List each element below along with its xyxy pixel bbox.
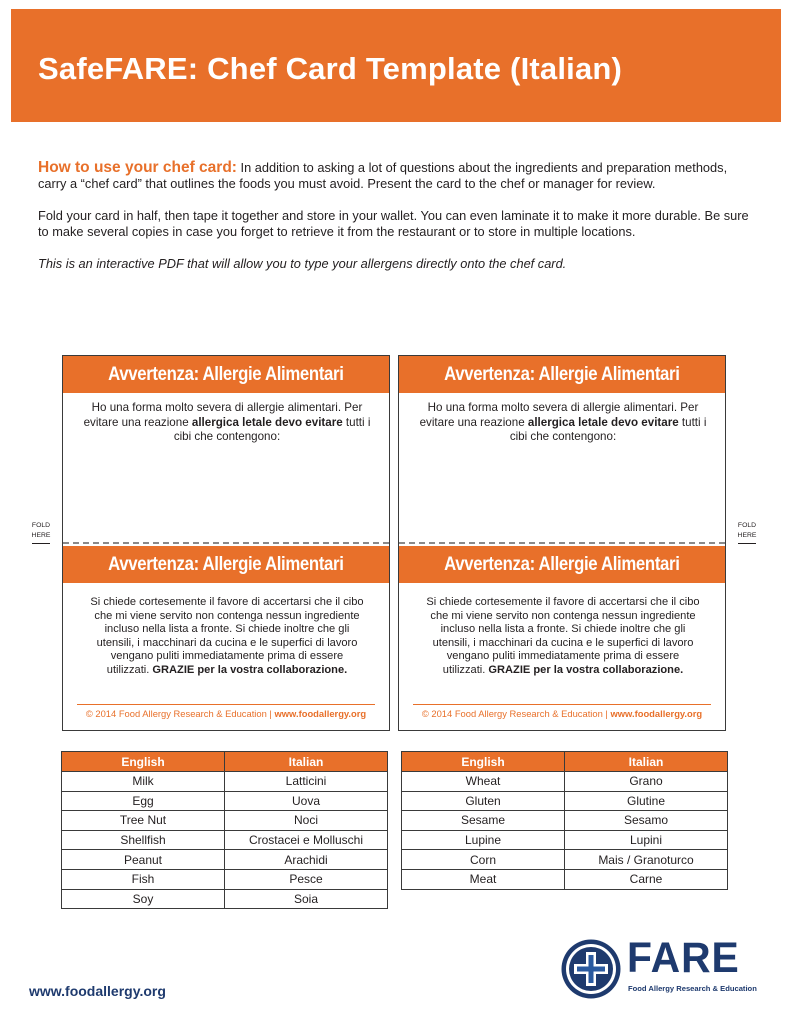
table-row <box>402 850 728 870</box>
italian-cell: Carne <box>565 869 728 889</box>
card-footer-rule <box>77 704 375 705</box>
table-row <box>402 791 728 811</box>
table-row <box>62 850 388 870</box>
card-front-text-bold: allergica letale devo evitare <box>191 415 343 429</box>
card-front-title: Avvertenza: Allergie Alimentari <box>444 363 680 385</box>
card-front-header <box>63 356 389 393</box>
italian-cell: Lupini <box>565 830 728 850</box>
table-row <box>62 830 388 850</box>
intro-paragraph-3: This is an interactive PDF that will allow you to type your allergens directly onto the chef card. <box>38 256 567 271</box>
italian-cell: Latticini <box>225 772 388 792</box>
page-title: SafeFARE: Chef Card Template (Italian) <box>38 51 623 86</box>
table-row <box>62 889 388 909</box>
card-footer-copyright: © 2014 Food Allergy Research & Education | <box>421 708 611 719</box>
table-row <box>402 772 728 792</box>
header-banner <box>11 9 781 122</box>
table-header-row <box>402 752 728 772</box>
logo-subtitle: Food Allergy Research & Education <box>628 984 757 993</box>
fold-dashed-line <box>399 542 725 544</box>
card-front-text-bold: allergica letale devo evitare <box>527 415 679 429</box>
italian-cell: Mais / Granoturco <box>565 850 728 870</box>
english-cell: Tree Nut <box>62 811 225 831</box>
english-cell: Wheat <box>402 772 565 792</box>
italian-cell: Soia <box>225 889 388 909</box>
table-row <box>62 772 388 792</box>
fold-label-line2: HERE <box>737 531 757 539</box>
chef-card-left <box>62 355 390 731</box>
medical-cross-icon <box>560 938 622 1000</box>
fold-tick-right <box>738 543 756 544</box>
card-footer <box>399 708 725 719</box>
chef-card-right <box>398 355 726 731</box>
intro-section <box>38 160 758 288</box>
card-back-title: Avvertenza: Allergie Alimentari <box>444 553 680 575</box>
english-cell: Fish <box>62 869 225 889</box>
english-cell: Meat <box>402 869 565 889</box>
card-back-title: Avvertenza: Allergie Alimentari <box>108 553 344 575</box>
card-front-text[interactable] <box>79 401 375 445</box>
table-row <box>62 869 388 889</box>
card-back-text <box>89 596 365 678</box>
table-row <box>402 811 728 831</box>
english-cell: Sesame <box>402 811 565 831</box>
fold-label-line1: FOLD <box>737 522 757 529</box>
card-back-text-bold: GRAZIE per la vostra collaborazione. <box>152 663 348 676</box>
fold-label-line2: HERE <box>31 531 51 539</box>
english-cell: Peanut <box>62 850 225 870</box>
card-front-text-c: tutti i cibi che contengono: <box>509 415 707 443</box>
card-back-header <box>63 546 389 583</box>
italian-cell: Pesce <box>225 869 388 889</box>
intro-text-1: In addition to asking a lot of questions about the ingredients and preparation methods, carry a “chef card” that outlines the foods you must avoid. Present the card to the chef or manager for review. <box>38 160 728 191</box>
card-footer-copyright: © 2014 Food Allergy Research & Education | <box>85 708 275 719</box>
fold-dashed-line <box>63 542 389 544</box>
card-back-text-bold: GRAZIE per la vostra collaborazione. <box>488 663 684 676</box>
fold-here-label-right <box>735 521 759 540</box>
column-header-english: English <box>62 752 225 772</box>
allergen-table-left <box>61 751 388 909</box>
card-footer-link[interactable]: www.foodallergy.org <box>274 708 367 719</box>
italian-cell: Crostacei e Molluschi <box>225 830 388 850</box>
card-front-header <box>399 356 725 393</box>
english-cell: Shellfish <box>62 830 225 850</box>
table-row <box>402 869 728 889</box>
italian-cell: Noci <box>225 811 388 831</box>
italian-cell: Glutine <box>565 791 728 811</box>
column-header-italian: Italian <box>225 752 388 772</box>
italian-cell: Grano <box>565 772 728 792</box>
english-cell: Gluten <box>402 791 565 811</box>
logo-wordmark: FARE <box>627 934 740 982</box>
fold-here-label-left <box>29 521 53 540</box>
italian-cell: Arachidi <box>225 850 388 870</box>
card-front-title: Avvertenza: Allergie Alimentari <box>108 363 344 385</box>
fold-tick-left <box>32 543 50 544</box>
table-row <box>62 791 388 811</box>
column-header-english: English <box>402 752 565 772</box>
footer-website-link[interactable]: www.foodallergy.org <box>29 983 166 999</box>
fold-label-line1: FOLD <box>31 522 51 529</box>
card-back-text <box>425 596 701 678</box>
card-footer <box>63 708 389 719</box>
card-back-text-a: Si chiede cortesemente il favore di accertarsi che il cibo che mi viene servito non contenga nessun ingrediente incluso nella lista a fronte. Si chiede inoltre che gli utensili, i macchinari da cucina e le superfici di lavoro vengano puliti immediatamente prima di essere utilizzati. <box>426 596 700 676</box>
italian-cell: Uova <box>225 791 388 811</box>
table-row <box>62 811 388 831</box>
card-front-text-a: Ho una forma molto severa di allergie alimentari. Per evitare una reazione <box>83 401 363 429</box>
italian-cell: Sesamo <box>565 811 728 831</box>
english-cell: Corn <box>402 850 565 870</box>
allergen-table-right <box>401 751 728 890</box>
english-cell: Lupine <box>402 830 565 850</box>
card-front-text-c: tutti i cibi che contengono: <box>173 415 371 443</box>
card-footer-rule <box>413 704 711 705</box>
card-footer-link[interactable]: www.foodallergy.org <box>610 708 703 719</box>
fare-logo <box>560 934 760 1000</box>
card-front-text[interactable] <box>415 401 711 445</box>
intro-paragraph-1 <box>38 160 758 192</box>
table-row <box>402 830 728 850</box>
column-header-italian: Italian <box>565 752 728 772</box>
card-back-header <box>399 546 725 583</box>
english-cell: Soy <box>62 889 225 909</box>
intro-paragraph-2: Fold your card in half, then tape it together and store in your wallet. You can even laminate it to make it more durable. Be sure to make several copies in case you forget to retrieve it from the restaurant or to store in multiple locations. <box>38 208 749 239</box>
card-front-text-a: Ho una forma molto severa di allergie alimentari. Per evitare una reazione <box>419 401 699 429</box>
card-back-text-a: Si chiede cortesemente il favore di accertarsi che il cibo che mi viene servito non contenga nessun ingrediente incluso nella lista a fronte. Si chiede inoltre che gli utensili, i macchinari da cucina e le superfici di lavoro vengano puliti immediatamente prima di essere utilizzati. <box>90 596 364 676</box>
table-header-row <box>62 752 388 772</box>
english-cell: Egg <box>62 791 225 811</box>
english-cell: Milk <box>62 772 225 792</box>
intro-lead: How to use your chef card: <box>38 159 237 176</box>
